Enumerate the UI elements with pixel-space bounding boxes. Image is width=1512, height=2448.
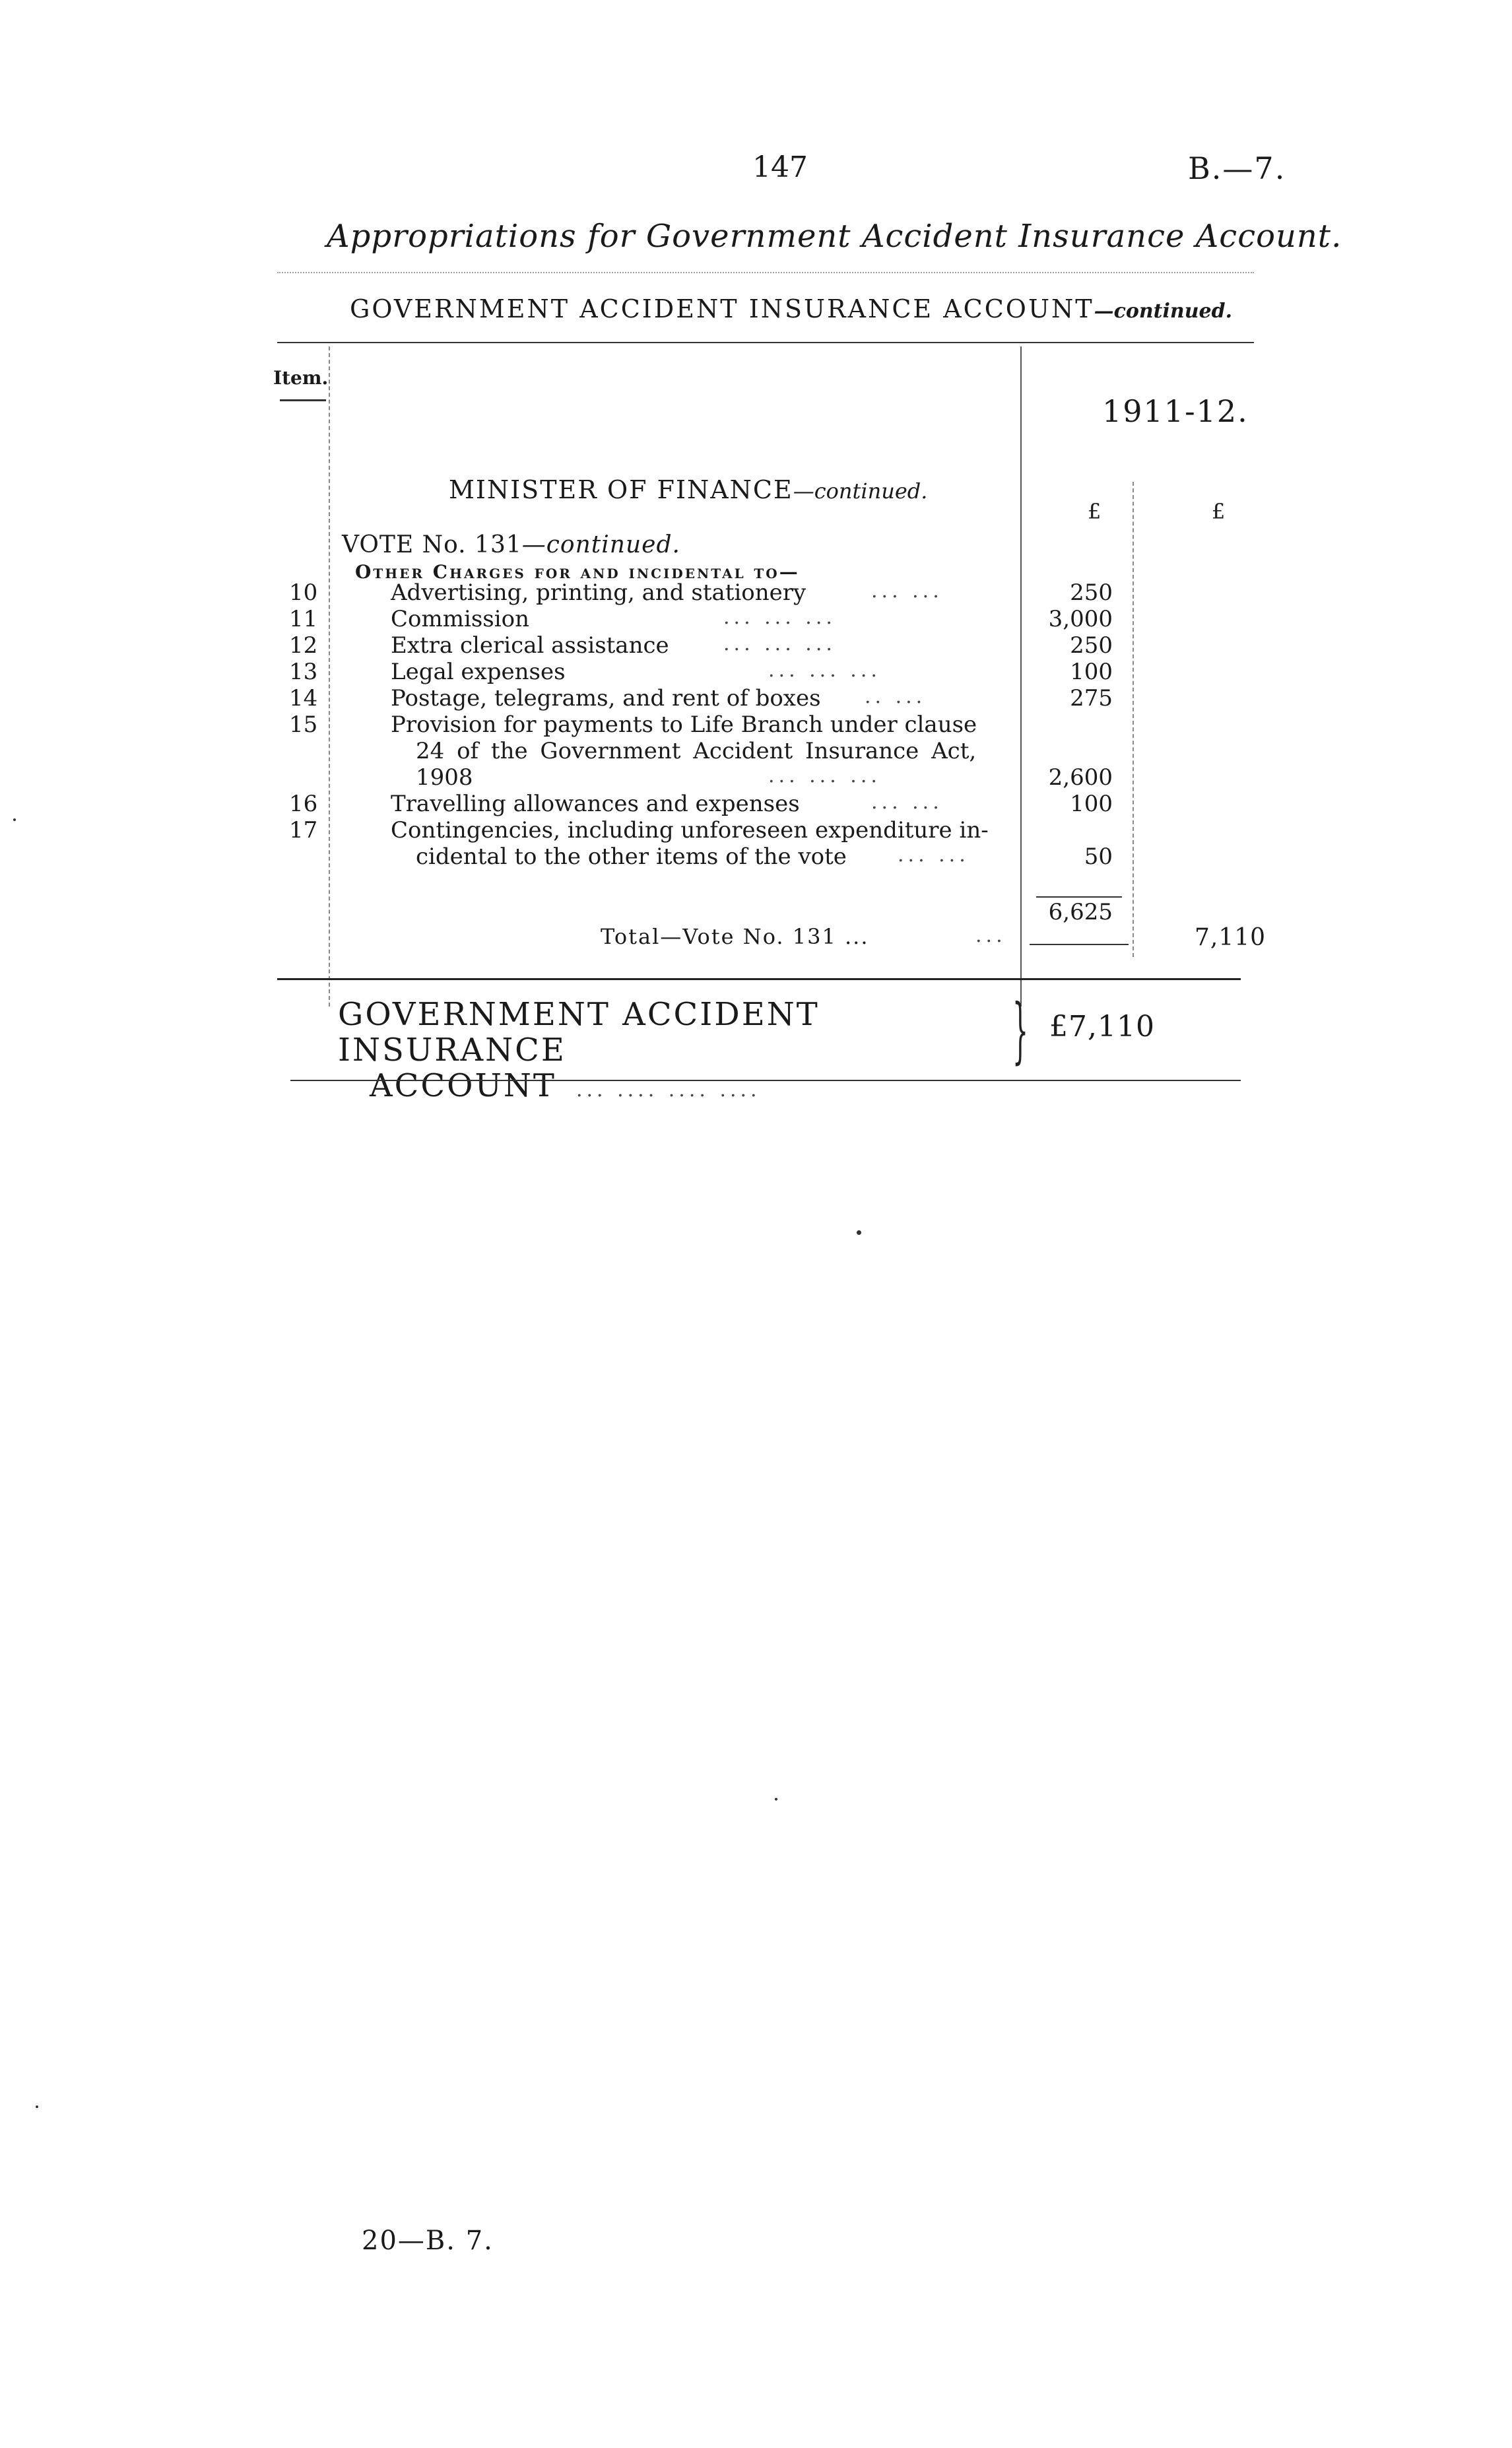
table-row-amount: 50 bbox=[1084, 844, 1113, 870]
table-row-item-number: 11 bbox=[289, 606, 318, 632]
summary-label bbox=[338, 997, 1011, 1108]
leader-dots: ... ... ... bbox=[768, 659, 881, 682]
table-row-description: Extra clerical assistance bbox=[391, 632, 669, 659]
scan-speck bbox=[775, 1798, 777, 1801]
scan-speck bbox=[857, 1230, 861, 1235]
table-row-amount: 3,000 bbox=[1048, 606, 1113, 632]
leader-dots: ... ... ... bbox=[723, 632, 836, 655]
leader-dots: ... ... bbox=[871, 791, 943, 814]
leader-dots: ... ... bbox=[871, 579, 943, 603]
table-row-amount: 250 bbox=[1070, 632, 1113, 659]
footer-reference: 20—B. 7. bbox=[362, 2226, 494, 2256]
table-row-item-number: 10 bbox=[289, 579, 318, 606]
vote-label-continued: —continued. bbox=[521, 531, 680, 558]
table-row-item-number: 13 bbox=[289, 659, 318, 685]
subtotal-rule bbox=[1036, 896, 1122, 898]
title-divider bbox=[277, 272, 1254, 273]
summary-bottom-rule bbox=[290, 1080, 1241, 1081]
table-row-item-number: 14 bbox=[289, 685, 318, 711]
document-reference: B.—7. bbox=[1188, 150, 1286, 186]
item-header-underline bbox=[280, 399, 326, 401]
leader-dots: ... bbox=[975, 924, 1006, 947]
table-row-description: Commission bbox=[391, 606, 529, 632]
table-row-description-line: 24 of the Government Accident Insurance Act, bbox=[416, 738, 977, 764]
summary-label-line1: GOVERNMENT ACCIDENT INSURANCE bbox=[338, 996, 820, 1069]
table-row-item-number: 16 bbox=[289, 791, 318, 817]
summary-top-rule bbox=[277, 978, 1241, 980]
year-column-header: 1911-12. bbox=[1102, 393, 1249, 429]
subtotal-amount: 6,625 bbox=[1048, 899, 1113, 925]
table-row-description: Postage, telegrams, and rent of boxes bbox=[391, 685, 821, 711]
item-column-header: Item. bbox=[273, 367, 329, 389]
table-row-description-line: Provision for payments to Life Branch under clause bbox=[391, 711, 977, 738]
table-row-amount: 100 bbox=[1070, 791, 1113, 817]
table-row-description-line: Contingencies, including unforeseen expenditure in- bbox=[391, 817, 989, 844]
table-row-description-line: 1908 bbox=[416, 764, 473, 791]
vote-label bbox=[342, 531, 680, 558]
table-row-description: Travelling allowances and expenses bbox=[391, 791, 800, 817]
table-row-item-number: 15 bbox=[289, 711, 318, 738]
leader-dots: ... .... .... .... bbox=[575, 1078, 761, 1102]
total-value: 7,110 bbox=[1195, 924, 1266, 951]
account-heading-continued: —continued. bbox=[1094, 300, 1233, 323]
leader-dots: ... ... bbox=[898, 844, 970, 867]
scan-speck bbox=[36, 2105, 38, 2108]
table-row-amount: 100 bbox=[1070, 659, 1113, 685]
summary-value: £7,110 bbox=[1049, 1010, 1155, 1043]
table-row-amount: 275 bbox=[1070, 685, 1113, 711]
page-number: 147 bbox=[752, 150, 808, 184]
table-row-amount: 250 bbox=[1070, 579, 1113, 606]
currency-symbol-total: £ bbox=[1212, 499, 1226, 524]
vote-label-text: VOTE No. 131 bbox=[342, 531, 522, 558]
total-rule bbox=[1030, 944, 1129, 945]
account-heading-text: GOVERNMENT ACCIDENT INSURANCE ACCOUNT bbox=[350, 294, 1094, 323]
table-row-description: Advertising, printing, and stationery bbox=[391, 579, 806, 606]
account-heading bbox=[350, 294, 1232, 323]
table-row-description: Legal expenses bbox=[391, 659, 566, 685]
page-title: Appropriations for Government Accident Insurance Account. bbox=[327, 218, 1342, 255]
table-row-item-number: 12 bbox=[289, 632, 318, 659]
scan-speck bbox=[13, 818, 16, 821]
section-heading bbox=[449, 475, 927, 504]
summary-label-line2: ACCOUNT bbox=[370, 1067, 556, 1104]
leader-dots: ... ... ... bbox=[768, 764, 881, 787]
currency-symbol-amount: £ bbox=[1088, 499, 1101, 524]
section-heading-text: MINISTER OF FINANCE bbox=[449, 475, 793, 504]
table-row-amount: 2,600 bbox=[1048, 764, 1113, 791]
leader-dots: ... ... ... bbox=[723, 606, 836, 629]
leader-dots: .. ... bbox=[865, 685, 927, 708]
table-row-item-number: 17 bbox=[289, 817, 318, 844]
total-label: Total—Vote No. 131 ... bbox=[601, 924, 869, 949]
item-column-rule bbox=[329, 347, 330, 1007]
summary-label-line2-wrap bbox=[338, 1068, 1011, 1108]
table-top-rule bbox=[277, 342, 1254, 343]
charges-heading: Other Charges for and incidental to— bbox=[355, 561, 800, 583]
table-row-description-line: cidental to the other items of the vote bbox=[416, 844, 847, 870]
total-column-rule bbox=[1133, 482, 1134, 957]
section-heading-continued: —continued. bbox=[793, 479, 928, 504]
brace-glyph: } bbox=[1012, 989, 1029, 1072]
